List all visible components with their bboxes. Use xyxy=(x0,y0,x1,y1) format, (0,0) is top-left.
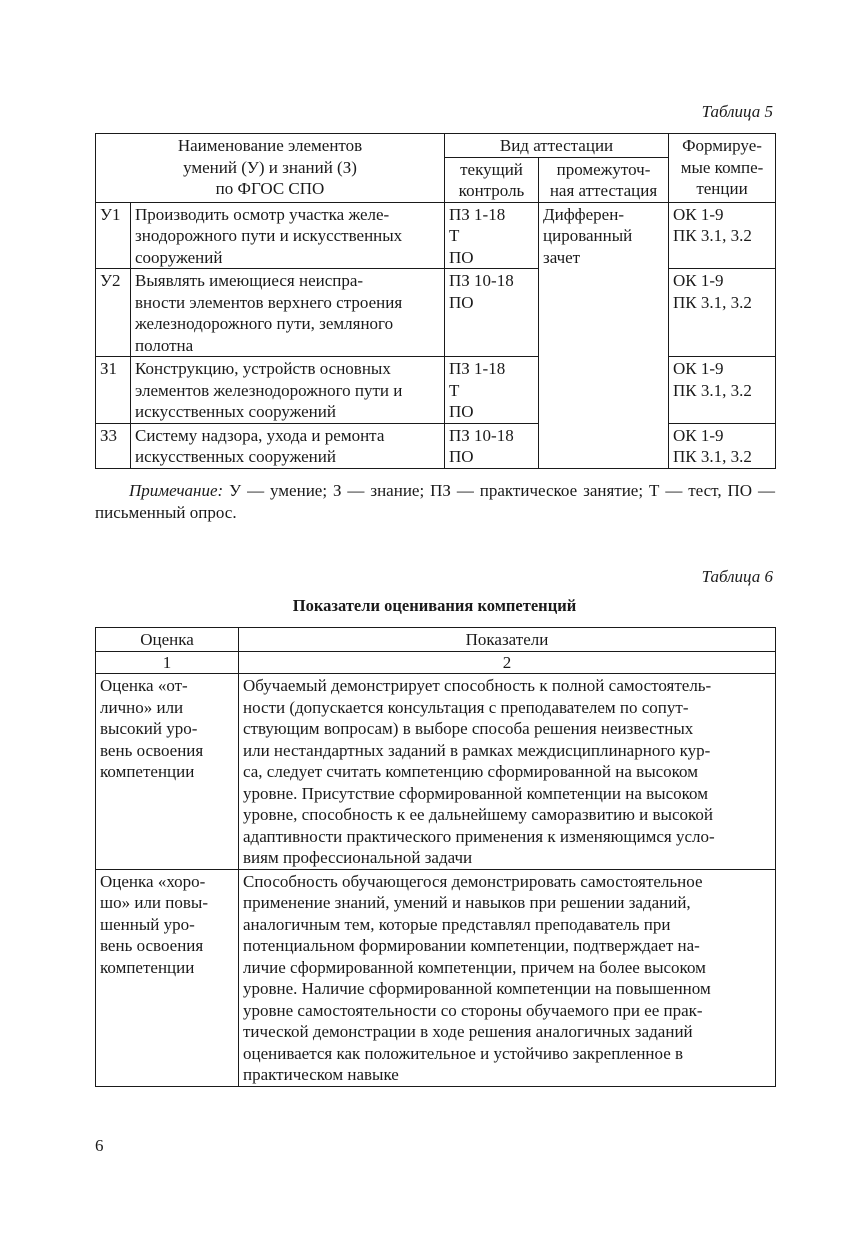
column-index: 2 xyxy=(239,651,776,674)
table6-index-row xyxy=(96,651,776,674)
row-current: ПЗ 10-18 ПО xyxy=(445,423,539,468)
row-name: Выявлять имеющиеся неиспра- вности элементов верхнего строения железнодорожного пути, земляного полотна xyxy=(131,269,445,357)
table-row xyxy=(96,423,776,468)
row-name: Систему надзора, ухода и ремонта искусственных сооружений xyxy=(131,423,445,468)
row-code: У1 xyxy=(96,202,131,269)
page-number: 6 xyxy=(95,1136,104,1155)
header-competences: Формируе- мые компе- тенции xyxy=(669,134,776,203)
row-competences: ОК 1-9 ПК 3.1, 3.2 xyxy=(669,357,776,424)
header-indicators: Показатели xyxy=(239,628,776,652)
table5-caption: Таблица 5 xyxy=(701,102,773,121)
table6 xyxy=(95,627,776,1087)
header-intermediate: промежуточ- ная аттестация xyxy=(539,157,669,202)
table-row xyxy=(96,869,776,1086)
table-row xyxy=(96,357,776,424)
row-name: Конструкцию, устройств основных элементов железнодорожного пути и искусственных сооружений xyxy=(131,357,445,424)
column-index: 1 xyxy=(96,651,239,674)
table-row xyxy=(96,202,776,269)
row-grade: Оценка «от- лично» или высокий уро- вень освоения компетенции xyxy=(96,674,239,870)
row-current: ПЗ 1-18 Т ПО xyxy=(445,202,539,269)
header-name: Наименование элементов умений (У) и знаний (З) по ФГОС СПО xyxy=(96,134,445,203)
table-row xyxy=(96,674,776,870)
row-name: Производить осмотр участка желе- знодорожного пути и искусственных сооружений xyxy=(131,202,445,269)
note-label: Примечание: xyxy=(129,481,224,500)
row-code: З3 xyxy=(96,423,131,468)
table-row xyxy=(96,269,776,357)
row-competences: ОК 1-9 ПК 3.1, 3.2 xyxy=(669,269,776,357)
row-code: У2 xyxy=(96,269,131,357)
row-competences: ОК 1-9 ПК 3.1, 3.2 xyxy=(669,423,776,468)
header-current: текущий контроль xyxy=(445,157,539,202)
table5-header-row xyxy=(96,134,776,158)
row-competences: ОК 1-9 ПК 3.1, 3.2 xyxy=(669,202,776,269)
table5-note xyxy=(95,480,775,524)
header-attestation: Вид аттестации xyxy=(445,134,669,158)
row-indicators: Обучаемый демонстрирует способность к полной самостоятель- ности (допускается консультация с преподавателем по сопут- ствующим вопросам) в выборе способа решения неизвестных или нестандартных заданий в рамках междисциплинарного кур- са, следует считать компетенцию сформированной на высоком уровне. Присутствие сформированной компетенции на высоком уровне, способность к ее дальнейшему саморазвитию и высокой адаптивности практического применения к изменяющимся усло- виям профессиональной задачи xyxy=(239,674,776,870)
header-grade: Оценка xyxy=(96,628,239,652)
row-code: З1 xyxy=(96,357,131,424)
table5 xyxy=(95,133,776,469)
row-grade: Оценка «хоро- шо» или повы- шенный уро- вень освоения компетенции xyxy=(96,869,239,1086)
row-current: ПЗ 10-18 ПО xyxy=(445,269,539,357)
intermediate-attestation: Дифферен- цированный зачет xyxy=(539,202,669,468)
note-text: У — умение; З — знание; ПЗ — практическое занятие; Т — тест, ПО — письменный опрос. xyxy=(95,481,775,522)
table6-header-row xyxy=(96,628,776,652)
row-current: ПЗ 1-18 Т ПО xyxy=(445,357,539,424)
table6-caption: Таблица 6 xyxy=(701,567,773,586)
table6-title: Показатели оценивания компетенций xyxy=(292,596,577,615)
row-indicators: Способность обучающегося демонстрировать самостоятельное применение знаний, умений и навыков при решении заданий, аналогичным тем, которые представлял преподаватель при потенциальном формировании компетенции, подтверждает на- личие сформированной компетенции, причем на более высоком уровне. Наличие сформированной компетенции на повышенном уровне самостоятельности со стороны обучаемого при ее прак- тической демонстрации в ходе решения аналогичных заданий оценивается как положительное и устойчиво закрепленное в практическом навыке xyxy=(239,869,776,1086)
